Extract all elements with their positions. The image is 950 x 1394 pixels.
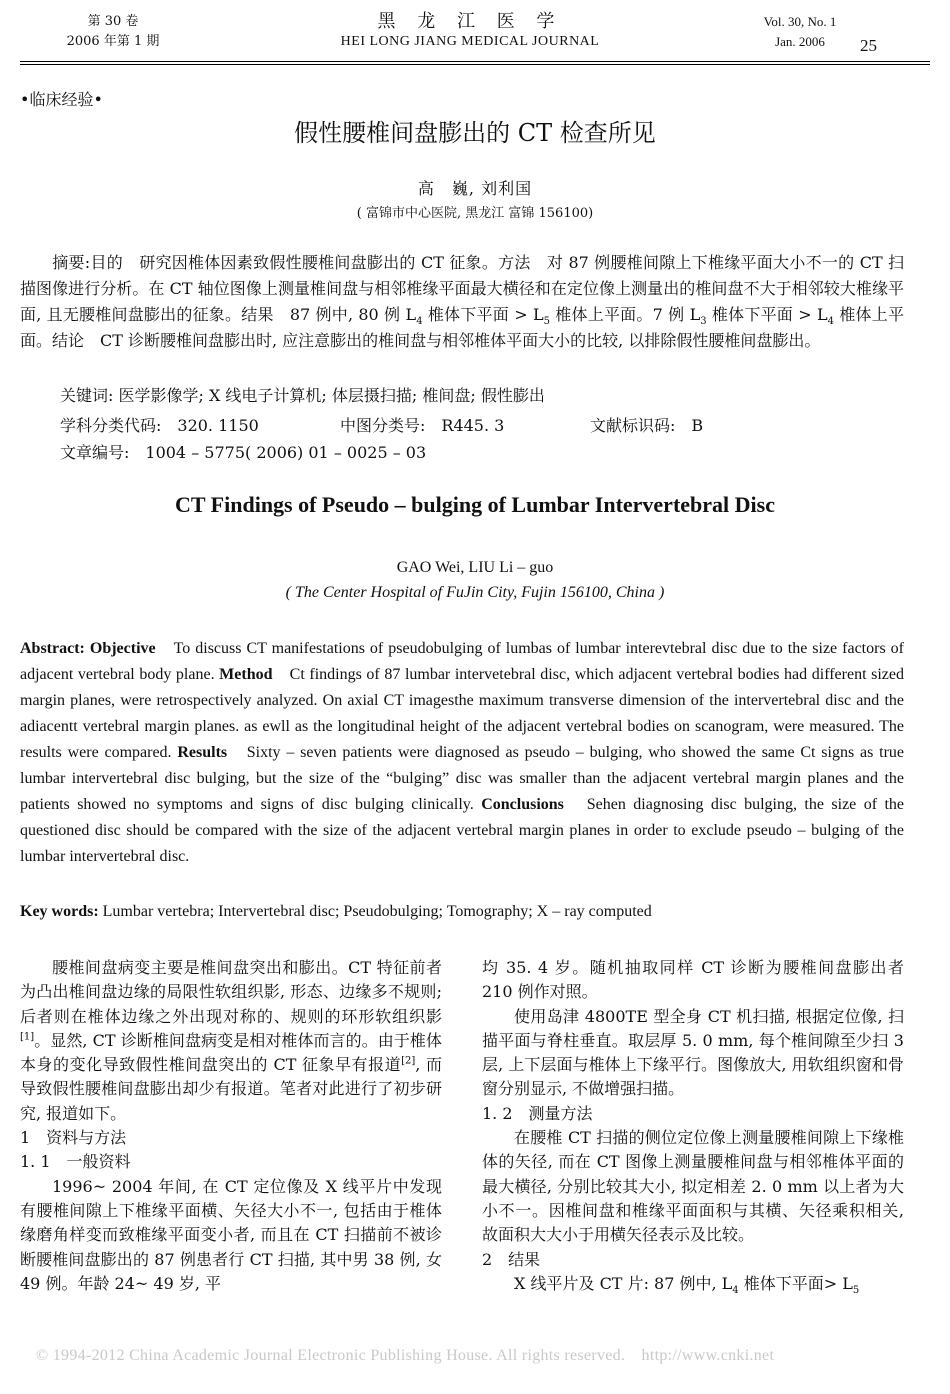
- date-en: Jan. 2006: [775, 34, 825, 49]
- article-title-en: CT Findings of Pseudo – bulging of Lumbar Intervertebral Disc: [175, 492, 775, 517]
- running-header-left: [48, 12, 178, 52]
- paragraph: 腰椎间盘病变主要是椎间盘突出和膨出。CT 特征前者为凸出椎间盘边缘的局限性软组织影, 形态、边缘多不规则; 后者则在椎体边缘之外出现对称的、规则的环形软组织影[1]。显然, CT 诊断椎间盘病变是相对椎体而言的。由于椎体本身的变化导致假性椎间盘突出的 CT 征象早有报道[2], 而导致假性腰椎间盘膨出却少有报道。笔者对此进行了初步研究, 报道如下。: [20, 958, 442, 1123]
- running-header-right: [740, 12, 860, 52]
- affiliation-cn: ( 富锦市中心医院, 黑龙江 富锦 156100): [356, 206, 594, 221]
- journal-name-en: HEI LONG JIANG MEDICAL JOURNAL: [340, 34, 600, 49]
- article-title-cn: 假性腰椎间盘膨出的 CT 检查所见: [294, 119, 656, 147]
- journal-name-cn: 黑 龙 江 医 学: [377, 11, 563, 32]
- section-heading: 1 资料与方法: [20, 1128, 127, 1148]
- paragraph: 1996~ 2004 年间, 在 CT 定位像及 X 线平片中发现有腰椎间隙上下椎缘平面横、矢径大小不一, 包括由于椎体缘磨角样变而致椎缘平面变小者, 而且在 CT 扫描前不被诊断腰椎间盘膨出的 87 例患者行 CT 扫描, 其中男 38 例, 女 49 例。年龄 24~ 49 岁, 平: [20, 1176, 442, 1293]
- citation-ref: [1]: [20, 1031, 35, 1043]
- body-column-left: [20, 956, 442, 1296]
- paragraph: X 线平片及 CT 片: 87 例中, $L_4$ 椎体下平面> $L_5$: [514, 1273, 860, 1297]
- document-code: 文献标识码: B: [590, 416, 704, 435]
- body-column-right: [482, 956, 904, 1296]
- copyright-watermark: © 1994-2012 China Academic Journal Electronic Publishing House. All rights reserved. http://www.cnki.net: [36, 1347, 775, 1364]
- abstract-en-label: Abstract:: [20, 640, 85, 657]
- abstract-cn: 摘要:目的 研究因椎体因素致假性腰椎间盘膨出的 CT 征象。方法 对 87 例腰椎间隙上下椎缘平面大小不一的 CT 扫描图像进行分析。在 CT 轴位图像上测量椎间盘与相邻椎缘平面最大横径和在定位像上测量出的椎间盘不大于相邻较大椎缘平面, 且无腰椎间盘膨出的征象。结果 87 例中, 80 例 $L_4$ 椎体下平面 > $L_5$ 椎体上平面。7 例 $L_3$ 椎体下平面 > $L_4$ 椎体上平面。结论 CT 诊断腰椎间盘膨出时, 应注意膨出的椎间盘与相邻椎体平面大小的比较, 以排除假性腰椎间盘膨出。: [20, 253, 904, 350]
- abstract-cn-label: 摘要:: [52, 253, 91, 272]
- running-header-center: [300, 12, 640, 52]
- keywords-cn: 关键词: 医学影像学; X 线电子计算机; 体层摄扫描; 椎间盘; 假性膨出: [60, 386, 545, 405]
- paragraph: 在腰椎 CT 扫描的侧位定位像上测量腰椎间隙上下缘椎体的矢径, 而在 CT 图像上测量腰椎间盘与相邻椎体平面的最大横径, 分别比较其大小, 拟定相差 2. 0 mm 以上者为大小不一。因椎间盘和椎缘平面面积与其横、矢径乘积相关, 故面积大大小于用横矢径表示及比较。: [482, 1128, 904, 1245]
- keywords-en: Key words: Lumbar vertebra; Intervertebral disc; Pseudobulging; Tomography; X – ray computed: [20, 903, 652, 920]
- column-label: •临床经验•: [20, 90, 103, 109]
- authors-en: GAO Wei, LIU Li – guo: [396, 559, 554, 576]
- subsection-heading: 1. 1 一般资料: [20, 1152, 131, 1172]
- paragraph: 使用岛津 4800TE 型全身 CT 机扫描, 根据定位像, 扫描平面与脊柱垂直。取层厚 5. 0 mm, 每个椎间隙至少扫 3 层, 上下层面与椎体上下缘平行。图像放大, 用软组织窗和骨窗分别显示, 不做增强扫描。: [482, 1006, 904, 1099]
- page-number: 25: [860, 36, 877, 55]
- citation-ref: [2]: [401, 1055, 416, 1067]
- volume-en: Vol. 30, No. 1: [763, 14, 837, 29]
- authors-cn: 高 巍, 刘利国: [417, 179, 533, 198]
- subject-code: 学科分类代码: 320. 1150: [60, 416, 259, 435]
- abstract-en: Abstract: Objective To discuss CT manifestations of pseudobulging of lumbas of lumbar interevtebral disc due to the size factors of adjacent vertebral body plane. Method Ct findings of 87 lumbar intervetebral disc, which adjacent vertebral bodies had different sized margin planes, were retrospectively analyzed. On axial CT imagesthe maximum transverse dimension of the intervertebral disc and the adiacentt vertebral margin planes. as ewll as the longitudinal height of the adjacent vertebral bodies on scanogram, were measured. The results were compared. Results Sixty – seven patients were diagnosed as pseudo – bulging, who showed the same Ct signs as true lumbar intervertebral disc bulging, but the size of the “bulging” disc was smaller than the adjacent vertebral margin planes and the patients showed no symptoms and signs of disc bulging clinically. Conclusions Sehen diagnosing disc bulging, the size of the questioned disc should be compared with the size of the adjacent vertebral margin planes in order to exclude pseudo – bulging of the lumbar intervertebral disc.: [20, 640, 905, 865]
- header-rule: [20, 61, 930, 62]
- section-heading: 2 结果: [482, 1249, 541, 1269]
- subsection-heading: 1. 2 测量方法: [482, 1103, 593, 1123]
- article-number: 文章编号: 1004 – 5775( 2006) 01 – 0025 – 03: [60, 443, 427, 462]
- affiliation-en: ( The Center Hospital of FuJin City, Fujin 156100, China ): [285, 584, 665, 601]
- issue-cn: 2006 年第 1 期: [66, 34, 160, 49]
- paragraph: 均 35. 4 岁。随机抽取同样 CT 诊断为腰椎间盘膨出者 210 例作对照。: [482, 958, 904, 1002]
- clc-number: 中图分类号: R445. 3: [340, 416, 505, 435]
- volume-cn: 第 30 卷: [87, 14, 139, 29]
- header-rule-thin: [20, 64, 930, 65]
